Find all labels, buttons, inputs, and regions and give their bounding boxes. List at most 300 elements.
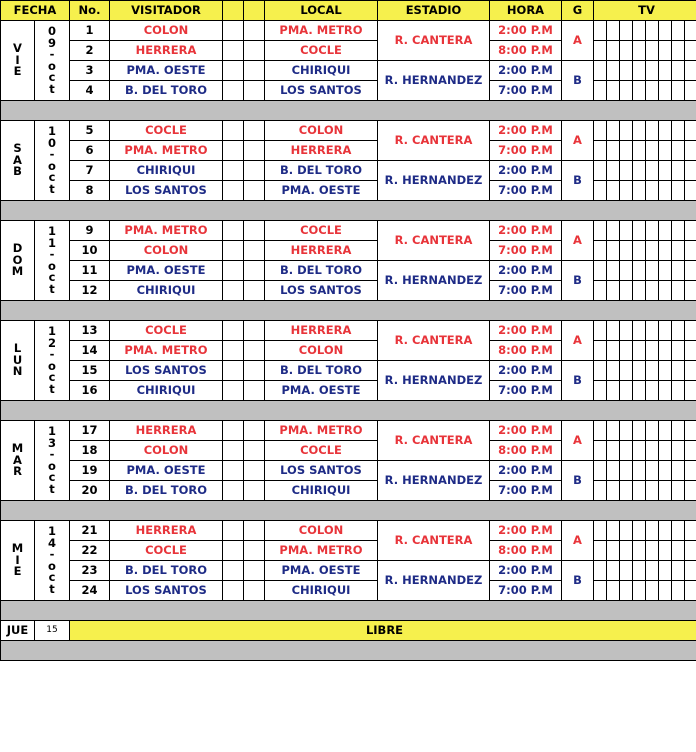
game-row bbox=[1, 521, 696, 541]
local-team: LOS SANTOS bbox=[265, 281, 378, 301]
tv-cell bbox=[607, 281, 620, 301]
header-blank-1 bbox=[223, 1, 244, 21]
local-team: B. DEL TORO bbox=[265, 161, 378, 181]
date-char: o bbox=[48, 158, 56, 173]
tv-cell bbox=[672, 281, 685, 301]
game-number: 4 bbox=[70, 81, 110, 101]
game-number: 15 bbox=[70, 361, 110, 381]
game-row bbox=[1, 461, 696, 481]
date-char: t bbox=[49, 381, 55, 396]
game-time: 2:00 P.M bbox=[490, 121, 562, 141]
tv-cell bbox=[672, 581, 685, 601]
tv-cell bbox=[646, 441, 659, 461]
game-time: 8:00 P.M bbox=[490, 41, 562, 61]
blank-cell bbox=[223, 181, 244, 201]
header-hora: HORA bbox=[490, 1, 562, 21]
game-number: 24 bbox=[70, 581, 110, 601]
header-blank-2 bbox=[244, 1, 265, 21]
header-fecha: FECHA bbox=[1, 1, 70, 21]
tv-cell bbox=[646, 141, 659, 161]
free-day-label: LIBRE bbox=[70, 621, 696, 641]
tv-cell bbox=[685, 241, 696, 261]
visitor-team: COCLE bbox=[110, 541, 223, 561]
tv-cell bbox=[633, 521, 646, 541]
tv-cell bbox=[607, 581, 620, 601]
blank-cell bbox=[244, 561, 265, 581]
tv-cell bbox=[659, 161, 672, 181]
visitor-team: B. DEL TORO bbox=[110, 561, 223, 581]
tv-cell bbox=[646, 581, 659, 601]
date-char: - bbox=[49, 247, 55, 261]
separator-row bbox=[1, 401, 696, 421]
tv-cell bbox=[646, 21, 659, 41]
stadium-cell: R. CANTERA bbox=[378, 421, 490, 461]
local-team: COCLE bbox=[265, 41, 378, 61]
game-time: 7:00 P.M bbox=[490, 141, 562, 161]
date-char: 1 bbox=[47, 424, 56, 438]
tv-cell bbox=[633, 61, 646, 81]
blank-cell bbox=[223, 361, 244, 381]
blank-cell bbox=[244, 281, 265, 301]
tv-cell bbox=[620, 341, 633, 361]
game-time: 2:00 P.M bbox=[490, 561, 562, 581]
tv-cell bbox=[594, 21, 607, 41]
tv-cell bbox=[594, 421, 607, 441]
game-row bbox=[1, 221, 696, 241]
date-char: c bbox=[48, 170, 56, 184]
tv-cell bbox=[672, 21, 685, 41]
tv-cell bbox=[594, 121, 607, 141]
game-number: 3 bbox=[70, 61, 110, 81]
day-letter: D bbox=[12, 241, 23, 256]
tv-cell bbox=[659, 581, 672, 601]
local-team: CHIRIQUI bbox=[265, 61, 378, 81]
game-number: 12 bbox=[70, 281, 110, 301]
date-char: o bbox=[48, 58, 56, 73]
game-number: 23 bbox=[70, 561, 110, 581]
date-char: t bbox=[49, 581, 55, 596]
tv-cell bbox=[607, 561, 620, 581]
game-number: 19 bbox=[70, 461, 110, 481]
header-visitador: VISITADOR bbox=[110, 1, 223, 21]
tv-cell bbox=[646, 341, 659, 361]
game-time: 2:00 P.M bbox=[490, 221, 562, 241]
tv-cell bbox=[633, 341, 646, 361]
date-char: 1 bbox=[47, 524, 56, 538]
local-team: CHIRIQUI bbox=[265, 481, 378, 501]
day-letter: S bbox=[13, 141, 22, 156]
tv-cell bbox=[672, 481, 685, 501]
day-letter: V bbox=[13, 41, 22, 56]
tv-cell bbox=[633, 441, 646, 461]
group-label: A bbox=[562, 421, 594, 461]
local-team: COCLE bbox=[265, 221, 378, 241]
date-char: c bbox=[48, 270, 56, 284]
tv-cell bbox=[594, 541, 607, 561]
visitor-team: COCLE bbox=[110, 321, 223, 341]
date-char: - bbox=[49, 347, 55, 361]
tv-cell bbox=[685, 361, 696, 381]
tv-cell bbox=[607, 161, 620, 181]
tv-cell bbox=[672, 241, 685, 261]
tv-cell bbox=[620, 461, 633, 481]
tv-cell bbox=[620, 161, 633, 181]
tv-cell bbox=[607, 141, 620, 161]
tv-cell bbox=[620, 561, 633, 581]
tv-cell bbox=[594, 181, 607, 201]
tv-cell bbox=[659, 361, 672, 381]
visitor-team: B. DEL TORO bbox=[110, 481, 223, 501]
tv-cell bbox=[659, 441, 672, 461]
separator-row bbox=[1, 101, 696, 121]
visitor-team: COLON bbox=[110, 241, 223, 261]
tv-cell bbox=[659, 521, 672, 541]
blank-cell bbox=[223, 481, 244, 501]
tv-cell bbox=[633, 221, 646, 241]
blank-cell bbox=[244, 521, 265, 541]
tv-cell bbox=[620, 261, 633, 281]
tv-cell bbox=[620, 121, 633, 141]
tv-cell bbox=[646, 161, 659, 181]
game-time: 7:00 P.M bbox=[490, 81, 562, 101]
tv-cell bbox=[646, 261, 659, 281]
visitor-team: PMA. METRO bbox=[110, 141, 223, 161]
date-cell bbox=[35, 21, 70, 101]
blank-cell bbox=[244, 441, 265, 461]
game-time: 2:00 P.M bbox=[490, 61, 562, 81]
local-team: HERRERA bbox=[265, 141, 378, 161]
day-letter: L bbox=[13, 341, 22, 356]
tv-cell bbox=[672, 381, 685, 401]
tv-cell bbox=[633, 381, 646, 401]
tv-cell bbox=[646, 61, 659, 81]
blank-cell bbox=[223, 61, 244, 81]
tv-cell bbox=[607, 481, 620, 501]
tv-cell bbox=[620, 521, 633, 541]
tv-cell bbox=[620, 281, 633, 301]
stadium-cell: R. HERNANDEZ bbox=[378, 261, 490, 301]
stadium-cell: R. HERNANDEZ bbox=[378, 561, 490, 601]
date-char: 9 bbox=[47, 35, 56, 50]
blank-cell bbox=[244, 181, 265, 201]
day-letter: U bbox=[12, 352, 23, 367]
header-estadio: ESTADIO bbox=[378, 1, 490, 21]
local-team: PMA. METRO bbox=[265, 21, 378, 41]
tv-cell bbox=[607, 441, 620, 461]
separator-cell bbox=[1, 301, 696, 321]
tv-cell bbox=[607, 341, 620, 361]
tv-cell bbox=[607, 181, 620, 201]
visitor-team: PMA. METRO bbox=[110, 221, 223, 241]
tv-cell bbox=[685, 221, 696, 241]
tv-cell bbox=[672, 461, 685, 481]
tv-cell bbox=[633, 121, 646, 141]
game-time: 2:00 P.M bbox=[490, 521, 562, 541]
date-char: o bbox=[48, 458, 56, 473]
blank-cell bbox=[244, 21, 265, 41]
blank-cell bbox=[223, 521, 244, 541]
group-label: A bbox=[562, 21, 594, 61]
blank-cell bbox=[223, 581, 244, 601]
blank-cell bbox=[223, 321, 244, 341]
tv-cell bbox=[659, 241, 672, 261]
date-char: 0 bbox=[47, 24, 56, 38]
tv-cell bbox=[646, 81, 659, 101]
game-time: 2:00 P.M bbox=[490, 21, 562, 41]
separator-row bbox=[1, 601, 696, 621]
tv-cell bbox=[607, 381, 620, 401]
tv-cell bbox=[594, 461, 607, 481]
tv-cell bbox=[685, 461, 696, 481]
tv-cell bbox=[659, 561, 672, 581]
tv-cell bbox=[620, 61, 633, 81]
blank-cell bbox=[223, 241, 244, 261]
tv-cell bbox=[620, 181, 633, 201]
visitor-team: CHIRIQUI bbox=[110, 281, 223, 301]
blank-cell bbox=[223, 21, 244, 41]
date-cell bbox=[35, 521, 70, 601]
game-time: 8:00 P.M bbox=[490, 341, 562, 361]
visitor-team: CHIRIQUI bbox=[110, 161, 223, 181]
tv-cell bbox=[620, 541, 633, 561]
date-char: 1 bbox=[47, 324, 56, 338]
local-team: HERRERA bbox=[265, 321, 378, 341]
local-team: COLON bbox=[265, 341, 378, 361]
tv-cell bbox=[607, 321, 620, 341]
tv-cell bbox=[646, 461, 659, 481]
tv-cell bbox=[646, 481, 659, 501]
tv-cell bbox=[659, 541, 672, 561]
tv-cell bbox=[620, 41, 633, 61]
day-cell bbox=[1, 521, 35, 601]
separator-cell bbox=[1, 201, 696, 221]
blank-cell bbox=[244, 461, 265, 481]
game-row bbox=[1, 261, 696, 281]
tv-cell bbox=[620, 221, 633, 241]
blank-cell bbox=[223, 161, 244, 181]
tv-cell bbox=[633, 361, 646, 381]
tv-cell bbox=[594, 141, 607, 161]
separator-row bbox=[1, 501, 696, 521]
tv-cell bbox=[672, 561, 685, 581]
day-letter: E bbox=[13, 564, 22, 579]
visitor-team: LOS SANTOS bbox=[110, 581, 223, 601]
tv-cell bbox=[594, 241, 607, 261]
day-letter: E bbox=[13, 64, 22, 79]
stadium-cell: R. CANTERA bbox=[378, 221, 490, 261]
local-team: PMA. METRO bbox=[265, 541, 378, 561]
game-time: 7:00 P.M bbox=[490, 241, 562, 261]
visitor-team: HERRERA bbox=[110, 41, 223, 61]
tv-cell bbox=[685, 341, 696, 361]
game-time: 7:00 P.M bbox=[490, 581, 562, 601]
day-cell bbox=[1, 21, 35, 101]
day-cell bbox=[1, 121, 35, 201]
tv-cell bbox=[633, 181, 646, 201]
tv-cell bbox=[633, 141, 646, 161]
local-team: LOS SANTOS bbox=[265, 461, 378, 481]
game-row bbox=[1, 21, 696, 41]
tv-cell bbox=[646, 241, 659, 261]
game-number: 17 bbox=[70, 421, 110, 441]
visitor-team: COLON bbox=[110, 441, 223, 461]
day-letter: I bbox=[15, 552, 20, 567]
date-cell bbox=[35, 121, 70, 201]
group-label: A bbox=[562, 521, 594, 561]
tv-cell bbox=[672, 161, 685, 181]
tv-cell bbox=[646, 361, 659, 381]
game-time: 2:00 P.M bbox=[490, 161, 562, 181]
tv-cell bbox=[594, 521, 607, 541]
tv-cell bbox=[607, 421, 620, 441]
separator-cell bbox=[1, 601, 696, 621]
tv-cell bbox=[685, 521, 696, 541]
date-char: c bbox=[48, 70, 56, 84]
tv-cell bbox=[672, 341, 685, 361]
blank-cell bbox=[244, 161, 265, 181]
stadium-cell: R. CANTERA bbox=[378, 321, 490, 361]
game-time: 2:00 P.M bbox=[490, 361, 562, 381]
tv-cell bbox=[646, 421, 659, 441]
tv-cell bbox=[620, 141, 633, 161]
game-number: 9 bbox=[70, 221, 110, 241]
tv-cell bbox=[685, 281, 696, 301]
day-cell bbox=[1, 421, 35, 501]
game-time: 2:00 P.M bbox=[490, 461, 562, 481]
tv-cell bbox=[672, 181, 685, 201]
tv-cell bbox=[594, 481, 607, 501]
tv-cell bbox=[633, 81, 646, 101]
tv-cell bbox=[672, 81, 685, 101]
date-char: t bbox=[49, 81, 55, 96]
tv-cell bbox=[685, 561, 696, 581]
visitor-team: COLON bbox=[110, 21, 223, 41]
date-char: 1 bbox=[47, 235, 56, 250]
tv-cell bbox=[633, 541, 646, 561]
tv-cell bbox=[672, 41, 685, 61]
game-number: 20 bbox=[70, 481, 110, 501]
date-char: - bbox=[49, 47, 55, 61]
day-letter: I bbox=[15, 52, 20, 67]
stadium-cell: R. HERNANDEZ bbox=[378, 61, 490, 101]
blank-cell bbox=[244, 541, 265, 561]
stadium-cell: R. HERNANDEZ bbox=[378, 461, 490, 501]
blank-cell bbox=[223, 421, 244, 441]
date-char: t bbox=[49, 281, 55, 296]
day-letter: M bbox=[11, 441, 24, 456]
visitor-team: HERRERA bbox=[110, 421, 223, 441]
tv-cell bbox=[633, 421, 646, 441]
game-number: 16 bbox=[70, 381, 110, 401]
blank-cell bbox=[244, 241, 265, 261]
blank-cell bbox=[223, 281, 244, 301]
tv-cell bbox=[659, 461, 672, 481]
tv-cell bbox=[685, 141, 696, 161]
blank-cell bbox=[223, 261, 244, 281]
date-char: 3 bbox=[47, 435, 56, 450]
local-team: LOS SANTOS bbox=[265, 81, 378, 101]
blank-cell bbox=[244, 421, 265, 441]
local-team: PMA. OESTE bbox=[265, 381, 378, 401]
local-team: B. DEL TORO bbox=[265, 261, 378, 281]
visitor-team: B. DEL TORO bbox=[110, 81, 223, 101]
header-no: No. bbox=[70, 1, 110, 21]
tv-cell bbox=[646, 321, 659, 341]
tv-cell bbox=[594, 161, 607, 181]
date-char: - bbox=[49, 447, 55, 461]
separator-cell bbox=[1, 101, 696, 121]
local-team: PMA. METRO bbox=[265, 421, 378, 441]
tv-cell bbox=[607, 81, 620, 101]
blank-cell bbox=[223, 141, 244, 161]
blank-cell bbox=[244, 381, 265, 401]
game-number: 2 bbox=[70, 41, 110, 61]
tv-cell bbox=[672, 261, 685, 281]
tv-cell bbox=[685, 441, 696, 461]
blank-cell bbox=[244, 221, 265, 241]
game-number: 7 bbox=[70, 161, 110, 181]
tv-cell bbox=[594, 41, 607, 61]
local-team: COLON bbox=[265, 521, 378, 541]
blank-cell bbox=[244, 41, 265, 61]
header-tv: TV bbox=[594, 1, 696, 21]
tv-cell bbox=[633, 41, 646, 61]
blank-cell bbox=[223, 41, 244, 61]
day-letter: B bbox=[13, 164, 22, 179]
tv-cell bbox=[620, 241, 633, 261]
local-team: PMA. OESTE bbox=[265, 561, 378, 581]
date-char: - bbox=[49, 547, 55, 561]
local-team: B. DEL TORO bbox=[265, 361, 378, 381]
game-time: 7:00 P.M bbox=[490, 381, 562, 401]
blank-cell bbox=[223, 221, 244, 241]
tv-cell bbox=[594, 581, 607, 601]
tv-cell bbox=[685, 481, 696, 501]
game-time: 7:00 P.M bbox=[490, 281, 562, 301]
tv-cell bbox=[620, 481, 633, 501]
tv-cell bbox=[659, 81, 672, 101]
blank-cell bbox=[223, 341, 244, 361]
date-char: 1 bbox=[47, 224, 56, 238]
date-cell bbox=[35, 321, 70, 401]
tv-cell bbox=[685, 121, 696, 141]
free-day-name: JUE bbox=[1, 621, 35, 641]
date-char: t bbox=[49, 181, 55, 196]
tv-cell bbox=[685, 61, 696, 81]
day-letter: O bbox=[12, 252, 23, 267]
tv-cell bbox=[594, 321, 607, 341]
tv-cell bbox=[672, 541, 685, 561]
game-number: 6 bbox=[70, 141, 110, 161]
tv-cell bbox=[685, 161, 696, 181]
tv-cell bbox=[685, 421, 696, 441]
tv-cell bbox=[607, 61, 620, 81]
visitor-team: PMA. METRO bbox=[110, 341, 223, 361]
game-number: 21 bbox=[70, 521, 110, 541]
stadium-cell: R. CANTERA bbox=[378, 21, 490, 61]
visitor-team: LOS SANTOS bbox=[110, 361, 223, 381]
tv-cell bbox=[685, 81, 696, 101]
blank-cell bbox=[244, 81, 265, 101]
date-cell bbox=[35, 421, 70, 501]
tv-cell bbox=[620, 421, 633, 441]
tv-cell bbox=[620, 361, 633, 381]
day-letter: N bbox=[12, 364, 23, 379]
tv-cell bbox=[672, 61, 685, 81]
group-label: B bbox=[562, 261, 594, 301]
local-team: COCLE bbox=[265, 441, 378, 461]
tv-cell bbox=[594, 561, 607, 581]
